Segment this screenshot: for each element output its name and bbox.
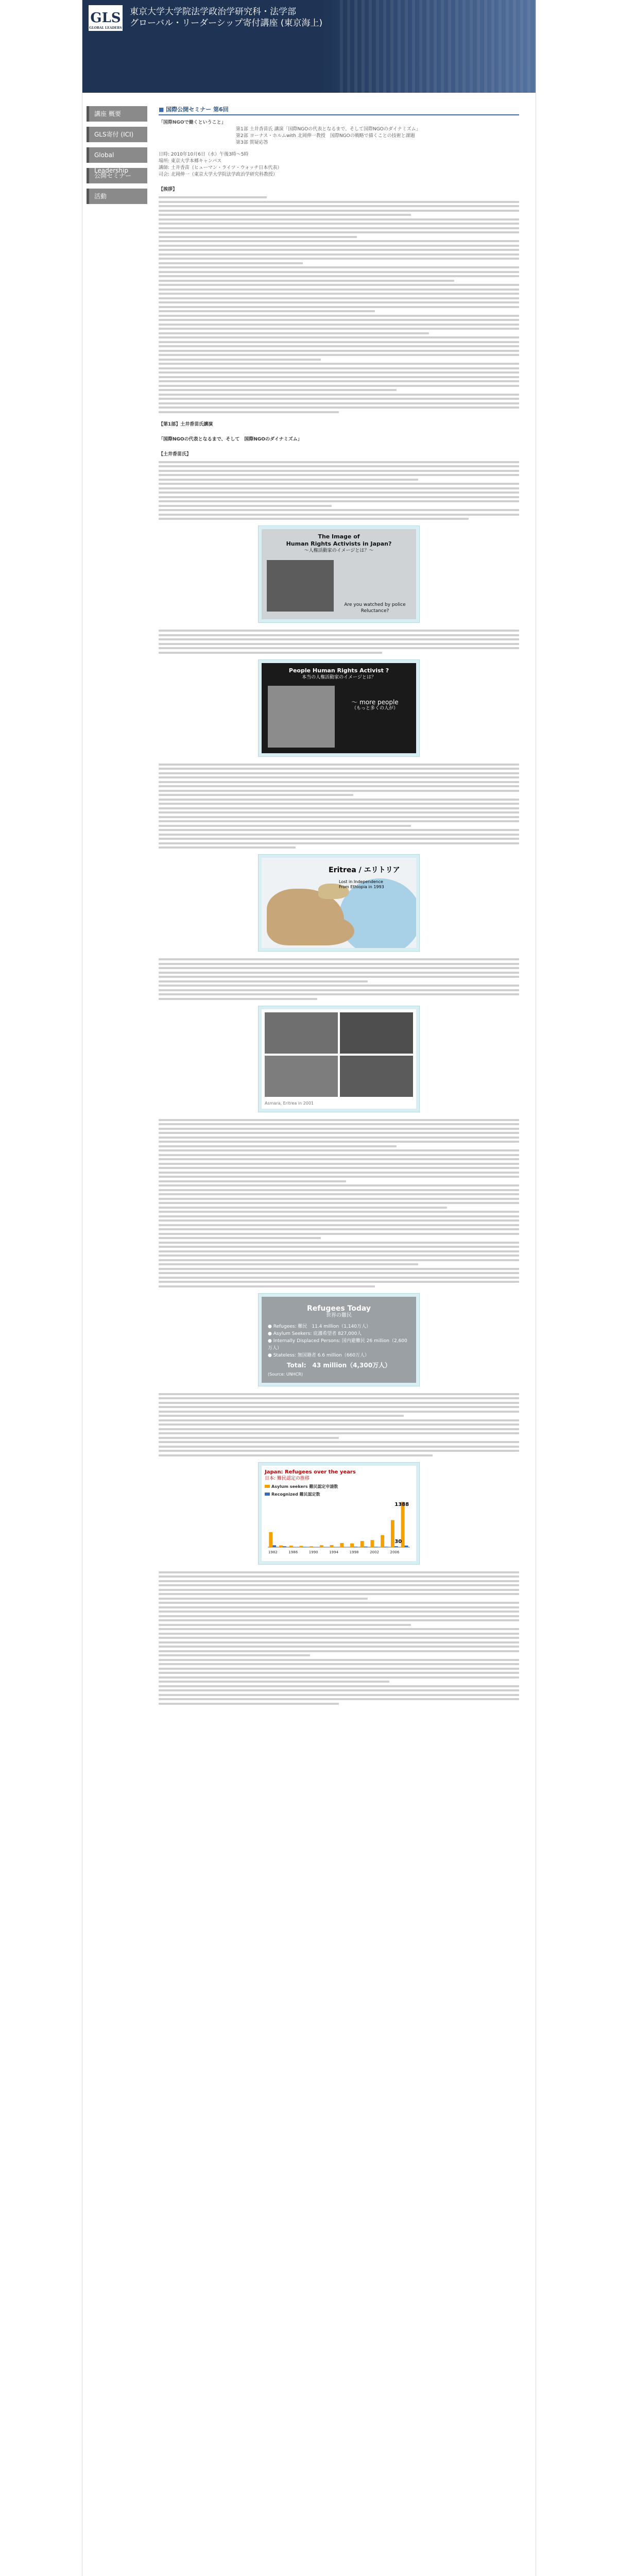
chart-legend-item: [265, 1483, 413, 1490]
site-logo[interactable]: [89, 5, 123, 31]
slide-caption-line: ～ more people: [351, 698, 399, 706]
site-title-line1: 東京大学大学院法学政治学研究科・法学部: [130, 7, 296, 17]
map-title: Eritrea / エリトリア: [329, 866, 400, 874]
bar-recognized: [283, 1546, 286, 1547]
slide-subtitle: 本当の人権活動家のイメージとは？: [302, 674, 376, 680]
bar-asylum: [350, 1543, 354, 1547]
stat-source: (Source: UNHCR): [268, 1371, 303, 1377]
slide-subtitle: ～人権活動家のイメージとは？～: [304, 548, 374, 553]
seminar-heading: 「国際NGOで働くということ」: [159, 120, 226, 125]
bar-recognized: [364, 1546, 368, 1547]
map-subtitle-line: From Ethiopia in 1993: [339, 885, 384, 889]
site-title-line2: グローバル・リーダーシップ寄付講座 (東京海上): [130, 18, 323, 28]
figure-slide-people-activist: [259, 660, 419, 756]
body-text-block: [159, 196, 519, 413]
photo: [340, 1056, 413, 1097]
stat-row: ● Stateless: 無国籍者 6.6 million（660万人）: [268, 1352, 410, 1359]
section-heading: 【第1部】土井香苗氏講演: [159, 421, 213, 427]
sidebar-nav: [87, 106, 147, 209]
tick-label: 2002: [370, 1550, 379, 1554]
photo: [265, 1056, 338, 1097]
tick-label: 2006: [390, 1550, 400, 1554]
page-frame: [82, 0, 536, 2576]
slide-caption-line: Are you watched by police: [344, 602, 406, 607]
event-date: 日時: 2010年10月6日（水）午後3時～5時: [159, 152, 249, 157]
event-lecturer: 講師: 土井香苗（ヒューマン・ライツ・ウォッチ日本代表）: [159, 165, 282, 171]
body-text-block: [159, 764, 519, 849]
chart-legend-item: [265, 1491, 413, 1498]
sidebar-item-activities[interactable]: 活動: [87, 189, 147, 204]
speaker-line: 第3部 質疑応答: [236, 140, 268, 145]
page-title: ■ 国際公開セミナー 第6回: [159, 106, 519, 115]
bar-recognized: [394, 1546, 398, 1547]
bar-asylum: [289, 1546, 293, 1547]
section-heading: 【挨拶】: [159, 187, 178, 192]
bar-asylum: [279, 1545, 283, 1547]
section-subheading: 「国際NGOの代表となるまで、そして 国際NGOのダイナミズム」: [159, 436, 302, 442]
body-text-block: [159, 1571, 519, 1705]
slide-caption-line: （もっと多くの人が）: [351, 705, 398, 711]
slide: [262, 663, 416, 753]
body-text-block: [159, 958, 519, 1000]
map-slide: [262, 858, 416, 948]
logo-text: GLS: [90, 10, 121, 26]
chart-annotation: 1388: [394, 1501, 409, 1507]
bar-asylum: [310, 1546, 313, 1547]
tick-label: 1994: [329, 1550, 339, 1554]
map-subtitle: [339, 879, 384, 890]
bar-asylum: [320, 1545, 323, 1547]
legend-swatch: [265, 1493, 270, 1496]
photo: [265, 1012, 338, 1054]
section-heading: 【土井香苗氏】: [159, 451, 192, 457]
slide-title: People Human Rights Activist ?: [288, 667, 389, 674]
event-place: 場所: 東京大学本郷キャンパス: [159, 159, 222, 164]
photo-caption: Asmara, Eritrea in 2001: [265, 1100, 314, 1106]
stat-row: ● Asylum Seekers: 庇護希望者 827,000人: [268, 1330, 410, 1337]
figure-slide-image-of-activists: [259, 526, 419, 622]
sidebar-item-donation[interactable]: GLS寄付 (ICI): [87, 127, 147, 142]
site-title: [130, 6, 322, 29]
body-text-block: [159, 1393, 519, 1456]
sidebar-item-global-leadership[interactable]: Global: [87, 147, 147, 163]
photo: [340, 1012, 413, 1054]
main-content: [159, 106, 519, 1709]
slide-caption: [339, 699, 411, 711]
bar-asylum: [381, 1535, 384, 1547]
slide: [262, 529, 416, 619]
sidebar-item-overview[interactable]: 講座 概要: [87, 106, 147, 122]
speaker-line: 第2部 ヨーナス・ホルムwith 北岡伸一教授 国際NGOの戦略で描くことの技術と課題: [236, 133, 415, 139]
map-subtitle-line: Lost in Independence: [339, 879, 383, 884]
tick-label: 1998: [349, 1550, 359, 1554]
tick-label: 1990: [308, 1550, 318, 1554]
bar-asylum: [371, 1540, 374, 1547]
site-header: [82, 0, 536, 93]
logo-sub: GLOBAL LEADERS: [89, 26, 122, 30]
slide-title: The Image of: [318, 533, 360, 540]
bar-asylum: [269, 1532, 272, 1547]
chart-annotation: 30: [394, 1538, 402, 1545]
tick-label: 1986: [288, 1550, 298, 1554]
photo-grid: [262, 1009, 416, 1100]
figure-refugees-today: [259, 1294, 419, 1386]
slide-caption-line: Reluctance?: [360, 608, 389, 614]
bar-asylum: [300, 1546, 303, 1547]
legend-label: Asylum seekers 難民認定申請数: [271, 1484, 338, 1489]
bar-asylum: [330, 1545, 334, 1547]
chart-subtitle: 日本: 難民認定の推移: [265, 1476, 310, 1481]
bar-asylum: [340, 1543, 344, 1547]
stats-slide: [262, 1297, 416, 1383]
speaker-line: 第1部 土井香苗氏 講演「国際NGOの代表となるまで、そして国際NGOのダイナミズム」: [236, 127, 421, 132]
stat-row: ● Refugees: 難民 11.4 million（1,140万人）: [268, 1323, 410, 1330]
slide-caption: [339, 602, 411, 614]
legend-swatch: [265, 1485, 270, 1488]
legend-label: Recognized 難民認定数: [271, 1492, 320, 1497]
figure-photo-asmara: [259, 1006, 419, 1112]
chart-title: Japan: Refugees over the years: [265, 1469, 356, 1475]
figure-map-eritrea: [259, 855, 419, 951]
body-text-block: [159, 630, 519, 654]
slide-photo: [268, 686, 335, 748]
stats-title: Refugees Today: [306, 1304, 371, 1313]
bar-asylum: [391, 1520, 394, 1547]
figure-japan-refugee-chart: [259, 1463, 419, 1564]
chart-panel: [262, 1466, 416, 1561]
slide-photo: [267, 560, 334, 612]
bar-chart: [265, 1499, 413, 1555]
event-moderator: 司会: 北岡伸一（東京大学大学院法学政治学研究科教授）: [159, 172, 278, 177]
stat-total: Total: 43 million（4,300万人）: [286, 1361, 391, 1369]
stat-row: ● Internally Displaced Persons: 国内避難民 26 million（2,600万人）: [268, 1337, 410, 1352]
slide-title: Human Rights Activists in Japan?: [286, 540, 392, 547]
bar-asylum: [360, 1541, 364, 1547]
sidebar-item-seminar[interactable]: 公開セミナー: [87, 168, 147, 183]
bar-recognized: [272, 1545, 276, 1547]
bar-recognized: [405, 1545, 408, 1547]
body-text-block: [159, 461, 519, 520]
stats-subtitle: 世界の難民: [326, 1312, 352, 1318]
tick-label: 1982: [268, 1550, 278, 1554]
header-decoration: [319, 0, 536, 93]
event-meta: [159, 151, 519, 178]
body-text-block: [159, 1119, 519, 1287]
